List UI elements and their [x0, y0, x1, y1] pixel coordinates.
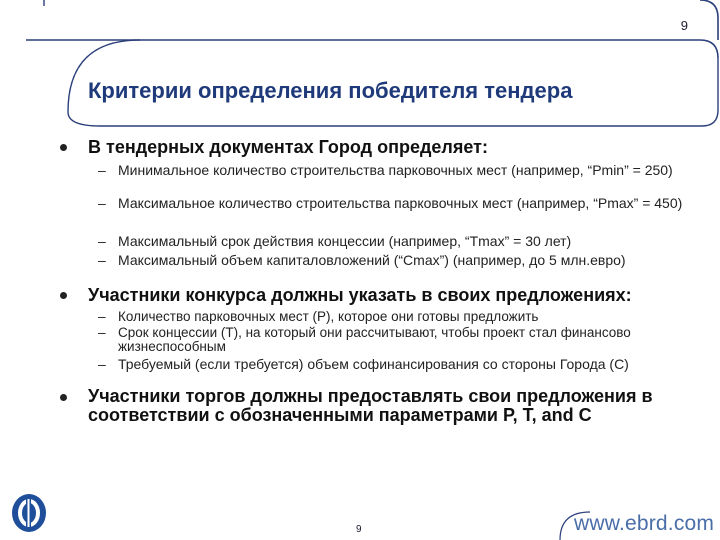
- bullet-marker: [60, 292, 67, 299]
- footer-page-number: 9: [356, 524, 362, 535]
- dash-marker: –: [98, 356, 106, 372]
- bullet-marker: [60, 144, 67, 151]
- slide-title: Критерии определения победителя тендера: [88, 78, 573, 103]
- sub-item: – Максимальное количество строительства парковочных мест (например, “Pmax” = 450): [98, 195, 683, 211]
- sub-item: – Минимальное количество строительства парковочных мест (например, “Pmin” = 250): [98, 162, 673, 178]
- dash-marker: –: [98, 325, 106, 340]
- sub-item: – Максимальный срок действия концессии (например, “Tmax” = 30 лет): [98, 233, 572, 249]
- bullet-text: Участники конкурса должны указать в своих предложениях:: [88, 285, 632, 305]
- page-number-top: 9: [680, 18, 688, 33]
- sub-item: – Максимальный объем капиталовложений (“Cmax”) (например, до 5 млн.евро): [98, 252, 626, 268]
- dash-marker: –: [98, 309, 106, 324]
- ebrd-logo-icon: [10, 492, 48, 534]
- bullet-text: В тендерных документах Город определяет:: [88, 137, 488, 157]
- sub-item: – Срок концессии (T), на который они рассчитывают, чтобы проект стал финансово жизнеспособным: [98, 325, 631, 354]
- sub-item: – Количество парковочных мест (P), которое они готовы предложить: [98, 309, 539, 324]
- dash-marker: –: [98, 195, 106, 211]
- dash-marker: –: [98, 233, 106, 249]
- bullet-text: Участники торгов должны предоставлять свои предложения в соответствии с обозначенными параметрами P, T, and C: [88, 386, 653, 425]
- footer-url[interactable]: www.ebrd.com: [574, 512, 715, 535]
- dash-marker: –: [98, 162, 106, 178]
- dash-marker: –: [98, 252, 106, 268]
- sub-item: – Требуемый (если требуется) объем софинансирования со стороны Города (C): [98, 356, 629, 372]
- bullet-marker: [60, 394, 67, 401]
